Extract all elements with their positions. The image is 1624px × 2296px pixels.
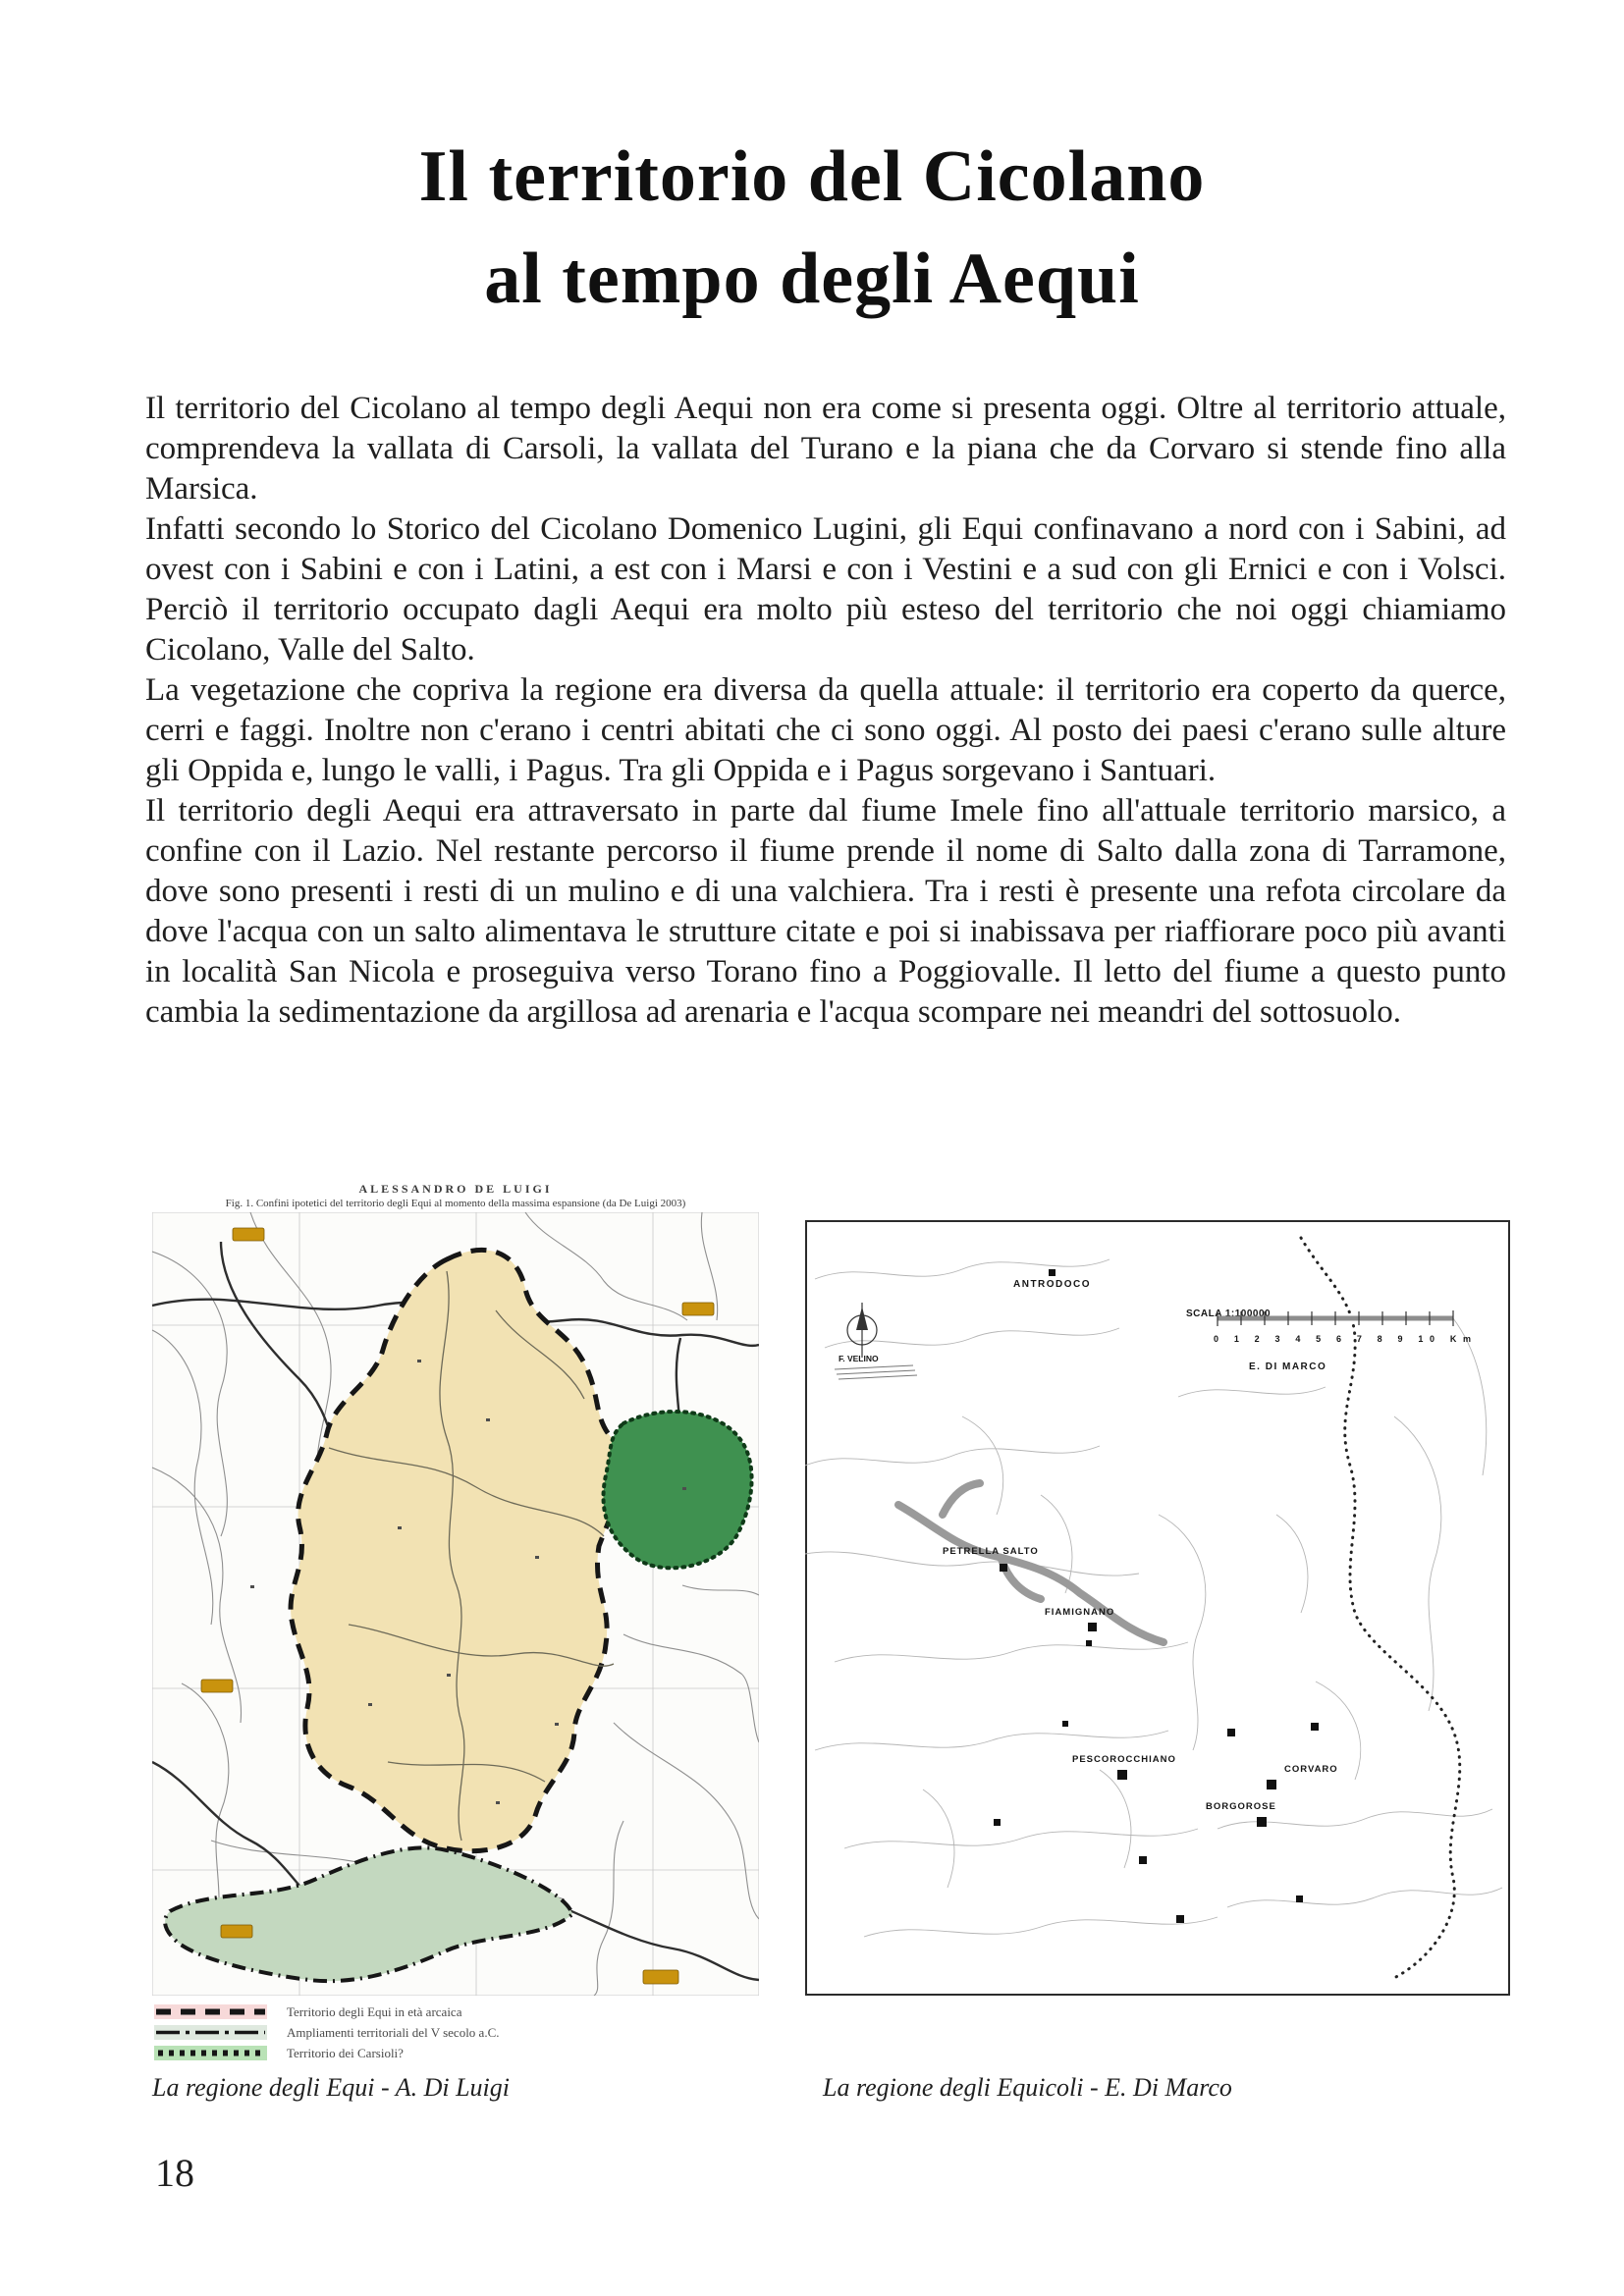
paragraph-2: Infatti secondo lo Storico del Cicolano Domenico Lugini, gli Equi confinavano a nord con i Sabini, ad ovest con i Sabini e con i Latini, a est con i Marsi e con i Vestini e a sud con gli Ernici e con i Volsci. Perciò il territorio occupato dagli Aequi era molto più esteso del territorio che noi oggi chiamiamo Cicolano, Valle del Salto. bbox=[145, 511, 1506, 667]
page-title bbox=[0, 126, 1624, 330]
label-velino: F. VELINO bbox=[839, 1354, 879, 1363]
town-marker bbox=[682, 1303, 714, 1315]
paragraph-3: La vegetazione che copriva la regione era diversa da quella attuale: il territorio era coperto da querce, cerri e faggi. Inoltre non c'erano i centri abitati che ci sono oggi. Al posto dei paesi c'erano sulle alture gli Oppida e, lungo le valli, i Pagus. Tra gli Oppida e i Pagus sorgevano i Santuari. bbox=[145, 672, 1506, 788]
legend-swatch-dashed bbox=[154, 2004, 267, 2019]
legend-row-expansion bbox=[154, 2025, 759, 2040]
settlement-marker bbox=[1227, 1729, 1235, 1736]
settlement-marker bbox=[994, 1819, 1001, 1826]
enclave-territory-area bbox=[604, 1412, 752, 1568]
page-title-line2: al tempo degli Aequi bbox=[484, 239, 1140, 319]
page-number: 18 bbox=[155, 2151, 194, 2195]
caption-equi-map: La regione degli Equi - A. Di Luigi bbox=[152, 2073, 510, 2102]
label-pescorocchiano: PESCOROCCHIANO bbox=[1072, 1754, 1176, 1765]
scale-label: SCALA 1:100000 bbox=[1186, 1308, 1272, 1319]
scale-tick-numbers: 0 1 2 3 4 5 6 7 8 9 10 Km bbox=[1214, 1334, 1471, 1344]
legend-row-enclave bbox=[154, 2046, 759, 2060]
settlement-marker bbox=[1267, 1780, 1276, 1789]
figure-number-caption: Fig. 1. Confini ipotetici del territorio degli Equi al momento della massima espansione (da De Luigi 2003) bbox=[225, 1198, 686, 1209]
settlement-marker bbox=[1176, 1915, 1184, 1923]
body-text bbox=[145, 389, 1506, 1033]
settlement-marker bbox=[1296, 1896, 1303, 1902]
legend-label-expansion: Ampliamenti territoriali del V secolo a.C. bbox=[287, 2025, 500, 2040]
settlement-marker bbox=[1311, 1723, 1319, 1731]
settlement-marker bbox=[1139, 1856, 1147, 1864]
legend-row-archaic bbox=[154, 2004, 759, 2019]
caption-equicoli-map: La regione degli Equicoli - E. Di Marco bbox=[823, 2073, 1232, 2102]
paragraph-1: Il territorio del Cicolano al tempo degli Aequi non era come si presenta oggi. Oltre al territorio attuale, comprendeva la vallata di Carsoli, la vallata del Turano e la piana che da Corvaro si stende fino alla Marsica. bbox=[145, 391, 1506, 507]
page-title-line1: Il territorio del Cicolano bbox=[418, 136, 1206, 217]
settlement-marker bbox=[1257, 1817, 1267, 1827]
paragraph-4: Il territorio degli Aequi era attraversato in parte dal fiume Imele fino all'attuale territorio marsico, a confine con il Lazio. Nel restante percorso il fiume prende il nome di Salto dalla zona di Tarramone, dove sono presenti i resti di un mulino e di una valchiera. Tra i resti è presente una refota circolare da dove l'acqua con un salto alimentava le strutture citate e poi si inabissava per riaffiorare poco più avanti in località San Nicola e proseguiva verso Torano fino a Poggiovalle. Il letto del fiume a questo punto cambia la sedimentazione da argillosa ad arenaria e l'acqua scompare nei meandri del sottosuolo. bbox=[145, 793, 1506, 1030]
town-marker bbox=[201, 1680, 233, 1692]
settlement-marker bbox=[1062, 1721, 1068, 1727]
figure-author-heading: ALESSANDRO DE LUIGI bbox=[358, 1182, 553, 1196]
settlement-marker bbox=[1049, 1269, 1056, 1276]
map-author-label: E. DI MARCO bbox=[1249, 1362, 1327, 1372]
town-marker bbox=[643, 1970, 678, 1984]
label-fiamignano: FIAMIGNANO bbox=[1045, 1607, 1115, 1618]
legend-label-archaic: Territorio degli Equi in età arcaica bbox=[287, 2004, 462, 2019]
label-petrella-salto: PETRELLA SALTO bbox=[943, 1546, 1039, 1557]
settlement-marker bbox=[1117, 1770, 1127, 1780]
equicoli-contour-map bbox=[805, 1220, 1510, 1996]
settlement-marker bbox=[1088, 1623, 1097, 1631]
map-legend bbox=[154, 2004, 759, 2060]
label-antrodoco: ANTRODOCO bbox=[1013, 1279, 1092, 1290]
legend-swatch-dotted bbox=[154, 2046, 267, 2060]
label-corvaro: CORVARO bbox=[1284, 1764, 1338, 1775]
settlement-marker bbox=[1000, 1564, 1007, 1572]
equi-territory-map bbox=[152, 1212, 759, 1996]
figure-equi-map bbox=[152, 1182, 759, 2066]
legend-swatch-dashdot bbox=[154, 2025, 267, 2040]
town-marker bbox=[233, 1228, 264, 1241]
legend-label-enclave: Territorio dei Carsioli? bbox=[287, 2046, 404, 2060]
settlement-marker bbox=[1086, 1640, 1092, 1646]
town-marker bbox=[221, 1925, 252, 1938]
figure-equicoli-map bbox=[805, 1220, 1510, 1996]
label-borgorose: BORGOROSE bbox=[1206, 1801, 1276, 1812]
